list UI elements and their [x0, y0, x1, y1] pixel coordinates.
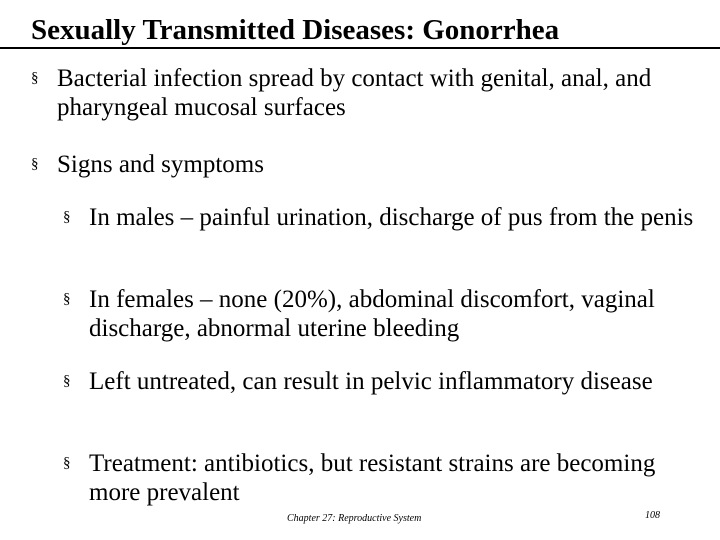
- subbullet-untreated: [63, 367, 709, 396]
- bullet-marker-icon: §: [31, 156, 39, 172]
- subbullet-treatment: [63, 449, 709, 507]
- bullet-text: Left untreated, can result in pelvic inflammatory disease: [89, 368, 653, 395]
- subbullet-females: [63, 285, 709, 343]
- page-number: 108: [645, 510, 660, 521]
- bullet-text: Treatment: antibiotics, but resistant strains are becoming more prevalent: [89, 450, 656, 506]
- subbullet-males: [63, 203, 709, 232]
- bullet-signs-symptoms: [31, 150, 697, 179]
- bullet-text: In females – none (20%), abdominal discomfort, vaginal discharge, abnormal uterine bleeding: [89, 286, 655, 342]
- bullet-marker-icon: §: [63, 373, 71, 389]
- bullet-marker-icon: §: [63, 209, 71, 225]
- bullet-marker-icon: §: [63, 455, 71, 471]
- bullet-marker-icon: §: [63, 291, 71, 307]
- footer-chapter: Chapter 27: Reproductive System: [287, 513, 422, 524]
- bullet-text: In males – painful urination, discharge of pus from the penis: [89, 204, 694, 231]
- bullet-infection: [31, 64, 697, 122]
- bullet-marker-icon: §: [31, 70, 39, 86]
- slide-title: Sexually Transmitted Diseases: Gonorrhea: [31, 14, 560, 46]
- bullet-text: Bacterial infection spread by contact with genital, anal, and pharyngeal mucosal surfaces: [57, 65, 652, 121]
- title-underline: [0, 47, 720, 49]
- bullet-text: Signs and symptoms: [57, 151, 264, 178]
